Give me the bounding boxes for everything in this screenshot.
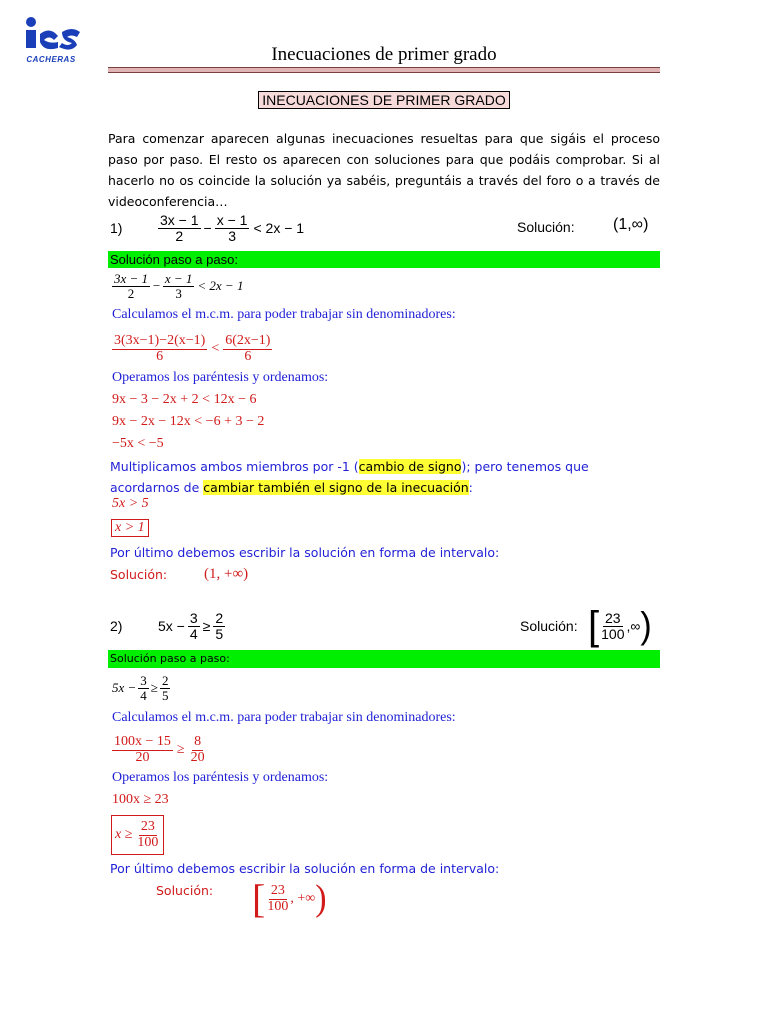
ex2-sol-frac (599, 611, 626, 641)
ex1-solution-label: Solución: (517, 219, 575, 235)
ex2-boxed-den: 100 (137, 834, 159, 850)
ex2-boxed-num: 23 (140, 818, 155, 834)
ex2-sol-paren-close: ) (640, 605, 652, 647)
ex2-final-frac (265, 884, 290, 914)
ex1-mult-b: ); pero tenemos que (461, 459, 589, 474)
ex1-mult-c: acordarnos de (110, 480, 204, 495)
ex2-line1: 100x ≥ 23 (112, 792, 169, 807)
ex1-frac-a-num: 3x − 1 (160, 211, 199, 228)
ex1-restate-minus: − (152, 278, 161, 293)
ex1-statement (110, 210, 304, 246)
ex1-line4: 5x > 5 (112, 496, 149, 511)
ex2-step-banner: Solución paso a paso: (108, 650, 660, 668)
ex1-mcm-text: Calculamos el m.c.m. para poder trabajar sin denominadores: (112, 307, 456, 322)
ex1-mcm-lhs-num: 3(3x−1)−2(x−1) (114, 332, 206, 348)
ex1-solution-value: (1,∞) (613, 216, 649, 233)
ex1-mult-a: Multiplicamos ambos miembros por -1 ( (110, 459, 359, 474)
ex2-sol-num: 23 (605, 609, 621, 626)
ex2-solution-label: Solución: (520, 618, 578, 634)
ex2-ge: ≥ (202, 618, 211, 634)
ex2-final-value (252, 878, 327, 920)
ex2-boxed-result (111, 815, 164, 855)
ex2-frac-a (188, 611, 200, 641)
ex1-restate-frac-b (163, 272, 195, 300)
ex2-final-bracket-open: [ (252, 876, 266, 921)
ex1-final-label: Solución: (110, 567, 168, 582)
ex2-frac-a-num: 3 (189, 609, 198, 626)
ex2-ops-text: Operamos los paréntesis y ordenamos: (112, 770, 329, 785)
ex1-boxed-result: x > 1 (111, 519, 149, 537)
ex1-step-banner: Solución paso a paso: (108, 251, 660, 268)
ex1-restate-frac-b-num: x − 1 (164, 270, 193, 286)
ex1-mcm-expr (112, 330, 272, 368)
ex2-restate-frac-b-num: 2 (161, 672, 169, 688)
ex1-mcm-rhs-num: 6(2x−1) (225, 332, 271, 348)
ex2-restate (112, 669, 170, 707)
ex2-solution-value (588, 606, 652, 646)
ex2-mcm-lhs-num: 100x − 15 (114, 733, 171, 749)
ex1-mult-d: : (468, 480, 473, 495)
ex2-final-tail: , +∞ (290, 891, 316, 906)
ex1-line2: 9x − 2x − 12x < −6 + 3 − 2 (112, 414, 265, 429)
logo-text: CACHERAS (26, 55, 76, 64)
ex2-frac-b-num: 2 (215, 609, 224, 626)
ex1-frac-a-den: 2 (175, 227, 184, 244)
ex2-restate-frac-a-num: 3 (140, 672, 147, 688)
ex1-restate-rhs: < 2x − 1 (197, 278, 244, 293)
ex1-final-value: (1, +∞) (204, 566, 249, 582)
ex2-mcm-rhs-den: 20 (190, 749, 205, 765)
ex2-boxed-lhs: x ≥ (115, 827, 133, 842)
ex2-final-text: Por último debemos escribir la solución en forma de intervalo: (110, 861, 500, 876)
ex1-number: 1) (110, 220, 123, 236)
ex2-restate-frac-a-den: 4 (140, 687, 147, 703)
ex2-boxed-frac (135, 820, 160, 850)
ex2-frac-a-den: 4 (189, 625, 198, 642)
ex2-mcm-rhs-num: 8 (194, 733, 202, 749)
ex1-mult-highlight: cambio de signo (358, 459, 462, 474)
ex2-restate-ge: ≥ (150, 680, 158, 695)
ex2-sol-bracket-open: [ (588, 604, 600, 648)
ex1-minus: − (203, 220, 212, 236)
ex1-mcm-lt: < (211, 341, 220, 356)
ex1-rhs: < 2x − 1 (253, 220, 305, 236)
ex1-mcm-lhs (112, 334, 207, 364)
ex2-mcm-rhs (189, 735, 207, 765)
ex1-frac-a (158, 213, 201, 243)
ex1-mcm-lhs-den: 6 (156, 348, 164, 364)
ex2-number: 2) (110, 618, 123, 634)
ex1-restate-frac-a (112, 272, 150, 300)
ex1-restate-frac-b-den: 3 (175, 285, 182, 301)
ex1-frac-b-num: x − 1 (216, 211, 248, 228)
ex1-restate (112, 268, 243, 304)
ex1-restate-frac-a-den: 2 (127, 285, 135, 301)
ex2-final-label: Solución: (156, 883, 214, 898)
ex1-mcm-rhs-den: 6 (244, 348, 252, 364)
ex1-restate-frac-a-num: 3x − 1 (114, 270, 149, 286)
ex2-mcm-ge: ≥ (176, 742, 185, 757)
intro-paragraph: Para comenzar aparecen algunas inecuaciones resueltas para que sigáis el proceso paso por paso. El resto os aparecen con soluciones para que podáis comprobar. Si al hacerlo no os coincide la solución ya sabéis, preguntáis a través del foro o a través de videoconferencia… (108, 131, 660, 209)
ex2-restate-lhs: 5x − (112, 680, 137, 695)
ex2-sol-den: 100 (601, 625, 625, 642)
ex2-mcm-expr (112, 731, 207, 769)
ex2-sol-tail: ,∞ (626, 618, 641, 634)
ex2-statement (110, 606, 225, 646)
boxed-heading: INECUACIONES DE PRIMER GRADO (258, 91, 509, 109)
ex2-final-paren-close: ) (315, 878, 327, 919)
ex1-multiply-text (110, 456, 662, 498)
ex1-mcm-rhs (223, 334, 272, 364)
ex2-frac-b-den: 5 (215, 625, 224, 642)
title-underline (108, 67, 660, 73)
ex1-line1: 9x − 3 − 2x + 2 < 12x − 6 (112, 392, 257, 407)
ex2-lhs: 5x − (158, 618, 185, 634)
ex2-mcm-lhs (112, 735, 173, 765)
ex1-frac-b (215, 213, 250, 243)
ex2-mcm-lhs-den: 20 (135, 749, 150, 765)
ex1-ops-text: Operamos los paréntesis y ordenamos: (112, 370, 329, 385)
ex1-final-text: Por último debemos escribir la solución en forma de intervalo: (110, 545, 500, 560)
ex1-line3: −5x < −5 (112, 436, 164, 451)
ex1-frac-b-den: 3 (228, 227, 236, 244)
ex2-final-num: 23 (270, 882, 285, 898)
ex2-mcm-text: Calculamos el m.c.m. para poder trabajar sin denominadores: (112, 710, 456, 725)
ex2-restate-frac-b (160, 674, 171, 702)
ex1-mult-highlight-2: cambiar también el signo de la inecuación (203, 480, 469, 495)
ex2-frac-b (213, 611, 225, 641)
ex2-restate-frac-b-den: 5 (161, 687, 169, 703)
page-title: Inecuaciones de primer grado (271, 44, 497, 65)
ex2-restate-frac-a (138, 674, 149, 702)
ex2-final-den: 100 (267, 898, 289, 914)
